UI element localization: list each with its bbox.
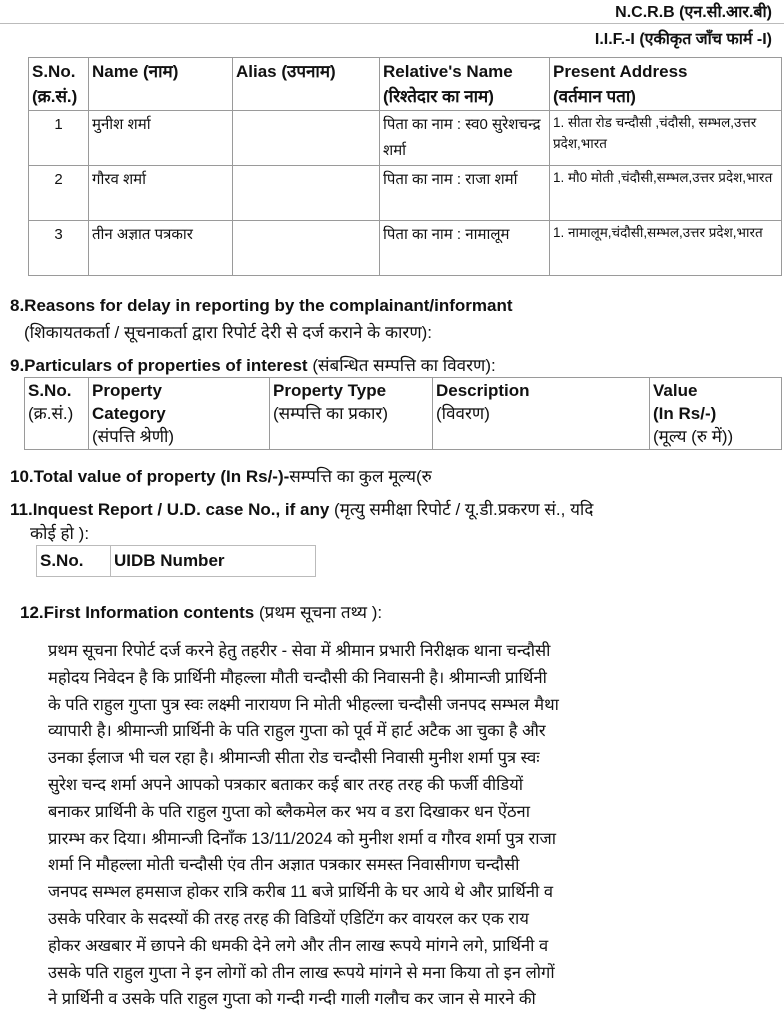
prop-header-type-hi: (सम्पत्ति का प्रकार) (273, 404, 389, 423)
section-12-title-hi: (प्रथम सूचना तथ्य ): (258, 603, 383, 622)
table-row (29, 221, 782, 276)
section-9-title (10, 353, 496, 376)
cell-sno: 3 (29, 221, 89, 276)
text-line: उसके परिवार के सदस्यों की तरह तरह की विडियों एडिटिंग कर वायरल कर एक राय (48, 909, 529, 928)
section-11-title-cont: कोई हो ): (30, 524, 90, 543)
cell-sno: 2 (29, 166, 89, 221)
prop-header-category-hi: (संपत्ति श्रेणी) (92, 427, 175, 446)
cell-alias (233, 111, 380, 166)
header-name: Name (नाम) (89, 58, 233, 111)
text-line: प्रथम सूचना रिपोर्ट दर्ज करने हेतु तहरीर - सेवा में श्रीमान प्रभारी निरीक्षक थाना चन्दौसी (48, 642, 551, 660)
uidb-header-sno: S.No. (37, 546, 111, 577)
text-line: महोदय निवेदन है कि प्रार्थिनी मौहल्ला मौती चन्दौसी की निवासनी है। श्रीमान्जी प्रार्थिनी (48, 668, 547, 687)
prop-header-category: Property Category (संपत्ति श्रेणी) (89, 378, 270, 450)
text-line: शर्मा नि मौहल्ला मोती चन्दौसी एंव तीन अज्ञात पत्रकार समस्त निवासीगण चन्दौसी (48, 856, 520, 875)
section-11-title-en: 11.Inquest Report / U.D. case No., if any (10, 500, 330, 519)
section-10-title-en: 10.Total value of property (In Rs/-)- (10, 467, 290, 486)
section-8-title: 8.Reasons for delay in reporting by the complainant/informant (10, 296, 513, 315)
cell-relative: पिता का नाम : स्व0 सुरेशचन्द्र शर्मा (380, 111, 550, 166)
section-12-title (20, 600, 382, 623)
first-information-text (48, 638, 718, 1013)
iif-header: I.I.F.-I (एकीकृत जाँच फार्म -I) (594, 31, 772, 48)
prop-header-description: Description (विवरण) (433, 378, 650, 450)
cell-name: मुनीश शर्मा (89, 111, 233, 166)
uidb-table-header (37, 546, 316, 577)
property-table (24, 377, 782, 450)
text-line: प्रारम्भ कर दिया। श्रीमान्जी दिनाँक 13/11/2024 को मुनीश शर्मा व गौरव शर्मा पुत्र राजा (48, 829, 556, 848)
header-address: Present Address (वर्तमान पता) (550, 58, 782, 111)
section-12-title-en: 12.First Information contents (20, 603, 255, 622)
text-line: उनका ईलाज भी चल रहा है। श्रीमान्जी सीता रोड चन्दौसी निवासी मुनीश शर्मा पुत्र स्वः (48, 749, 540, 768)
prop-header-sno-hi: (क्र.सं.) (28, 404, 74, 423)
section-11-title (10, 497, 593, 520)
section-9-title-hi: (संबन्धित सम्पत्ति का विवरण): (312, 356, 496, 375)
text-line: व्यापारी है। श्रीमान्जी प्रार्थिनी के पति राहुल गुप्ता को पूर्व में हार्ट अटैक आ चुका है और (48, 722, 546, 741)
text-line: उसके पति राहुल गुप्ता ने इन लोगों को तीन लाख रूपये मांगने से मना किया तो इन लोगों (48, 963, 555, 982)
uidb-header-number: UIDB Number (111, 546, 316, 577)
text-line: होकर अखबार में छापने की धमकी देने लगे और तीन लाख रूपये मांगने लगे, प्रार्थिनी व (48, 936, 549, 955)
property-table-header (25, 378, 782, 450)
prop-header-value: Value (In Rs/-) (मूल्य (रु में)) (650, 378, 782, 450)
header-alias: Alias (उपनाम) (233, 58, 380, 111)
text-line: बनाकर प्रार्थिनी के पति राहुल गुप्ता को ब्लैकमेल कर भय व डरा दिखाकर धन ऐंठना (48, 802, 530, 821)
accused-table (28, 57, 782, 276)
text-line: जनपद सम्भल हमसाज होकर रात्रि करीब 11 बजे प्रार्थिनी के घर आये थे और प्रार्थिनी व (48, 883, 554, 902)
cell-alias (233, 166, 380, 221)
section-9-title-en: 9.Particulars of properties of interest (10, 356, 308, 375)
cell-relative: पिता का नाम : नामालूम (380, 221, 550, 276)
cell-sno: 1 (29, 111, 89, 166)
accused-table-header (29, 58, 782, 111)
cell-address: 1. सीता रोड चन्दौसी ,चंदौसी, सम्भल,उत्तर प्रदेश,भारत (550, 111, 782, 166)
cell-name: गौरव शर्मा (89, 166, 233, 221)
header-relative: Relative's Name (रिश्तेदार का नाम) (380, 58, 550, 111)
section-11-title-hi: (मृत्यु समीक्षा रिपोर्ट / यू.डी.प्रकरण सं., यदि (334, 500, 594, 519)
table-row (29, 111, 782, 166)
prop-header-sno: S.No. (क्र.सं.) (25, 378, 89, 450)
cell-alias (233, 221, 380, 276)
prop-header-type: Property Type (सम्पत्ति का प्रकार) (270, 378, 433, 450)
cell-address: 1. मौ0 मोती ,चंदौसी,सम्भल,उत्तर प्रदेश,भारत (550, 166, 782, 221)
uidb-table (36, 545, 316, 577)
section-8-subtitle: (शिकायतकर्ता / सूचनाकर्ता द्वारा रिपोर्ट देरी से दर्ज कराने के कारण): (24, 323, 433, 342)
section-10-title-hi: सम्पत्ति का कुल मूल्य(रु (289, 467, 432, 486)
section-10-title (10, 464, 432, 487)
header-divider (0, 23, 784, 24)
cell-address: 1. नामालूम,चंदौसी,सम्भल,उत्तर प्रदेश,भारत (550, 221, 782, 276)
text-line: सुरेश चन्द शर्मा अपने आपको पत्रकार बताकर कई बार तरह तरह की फर्जी वीडियों (48, 775, 524, 794)
cell-relative: पिता का नाम : राजा शर्मा (380, 166, 550, 221)
prop-header-description-hi: (विवरण) (436, 404, 490, 423)
ncrb-header: N.C.R.B (एन.सी.आर.बी) (615, 4, 772, 21)
prop-header-value-hi: (मूल्य (रु में)) (653, 427, 734, 446)
text-line: के पति राहुल गुप्ता पुत्र स्वः लक्ष्मी नारायण नि मोती भीहल्ला चन्दौसी जनपद सम्भल मैथा (48, 695, 559, 714)
text-line: ने प्रार्थिनी व उसके पति राहुल गुप्ता को गन्दी गन्दी गाली गलौच कर जान से मारने की (48, 990, 536, 1009)
cell-name: तीन अज्ञात पत्रकार (89, 221, 233, 276)
table-row (29, 166, 782, 221)
header-sno: S.No. (क्र.सं.) (29, 58, 89, 111)
